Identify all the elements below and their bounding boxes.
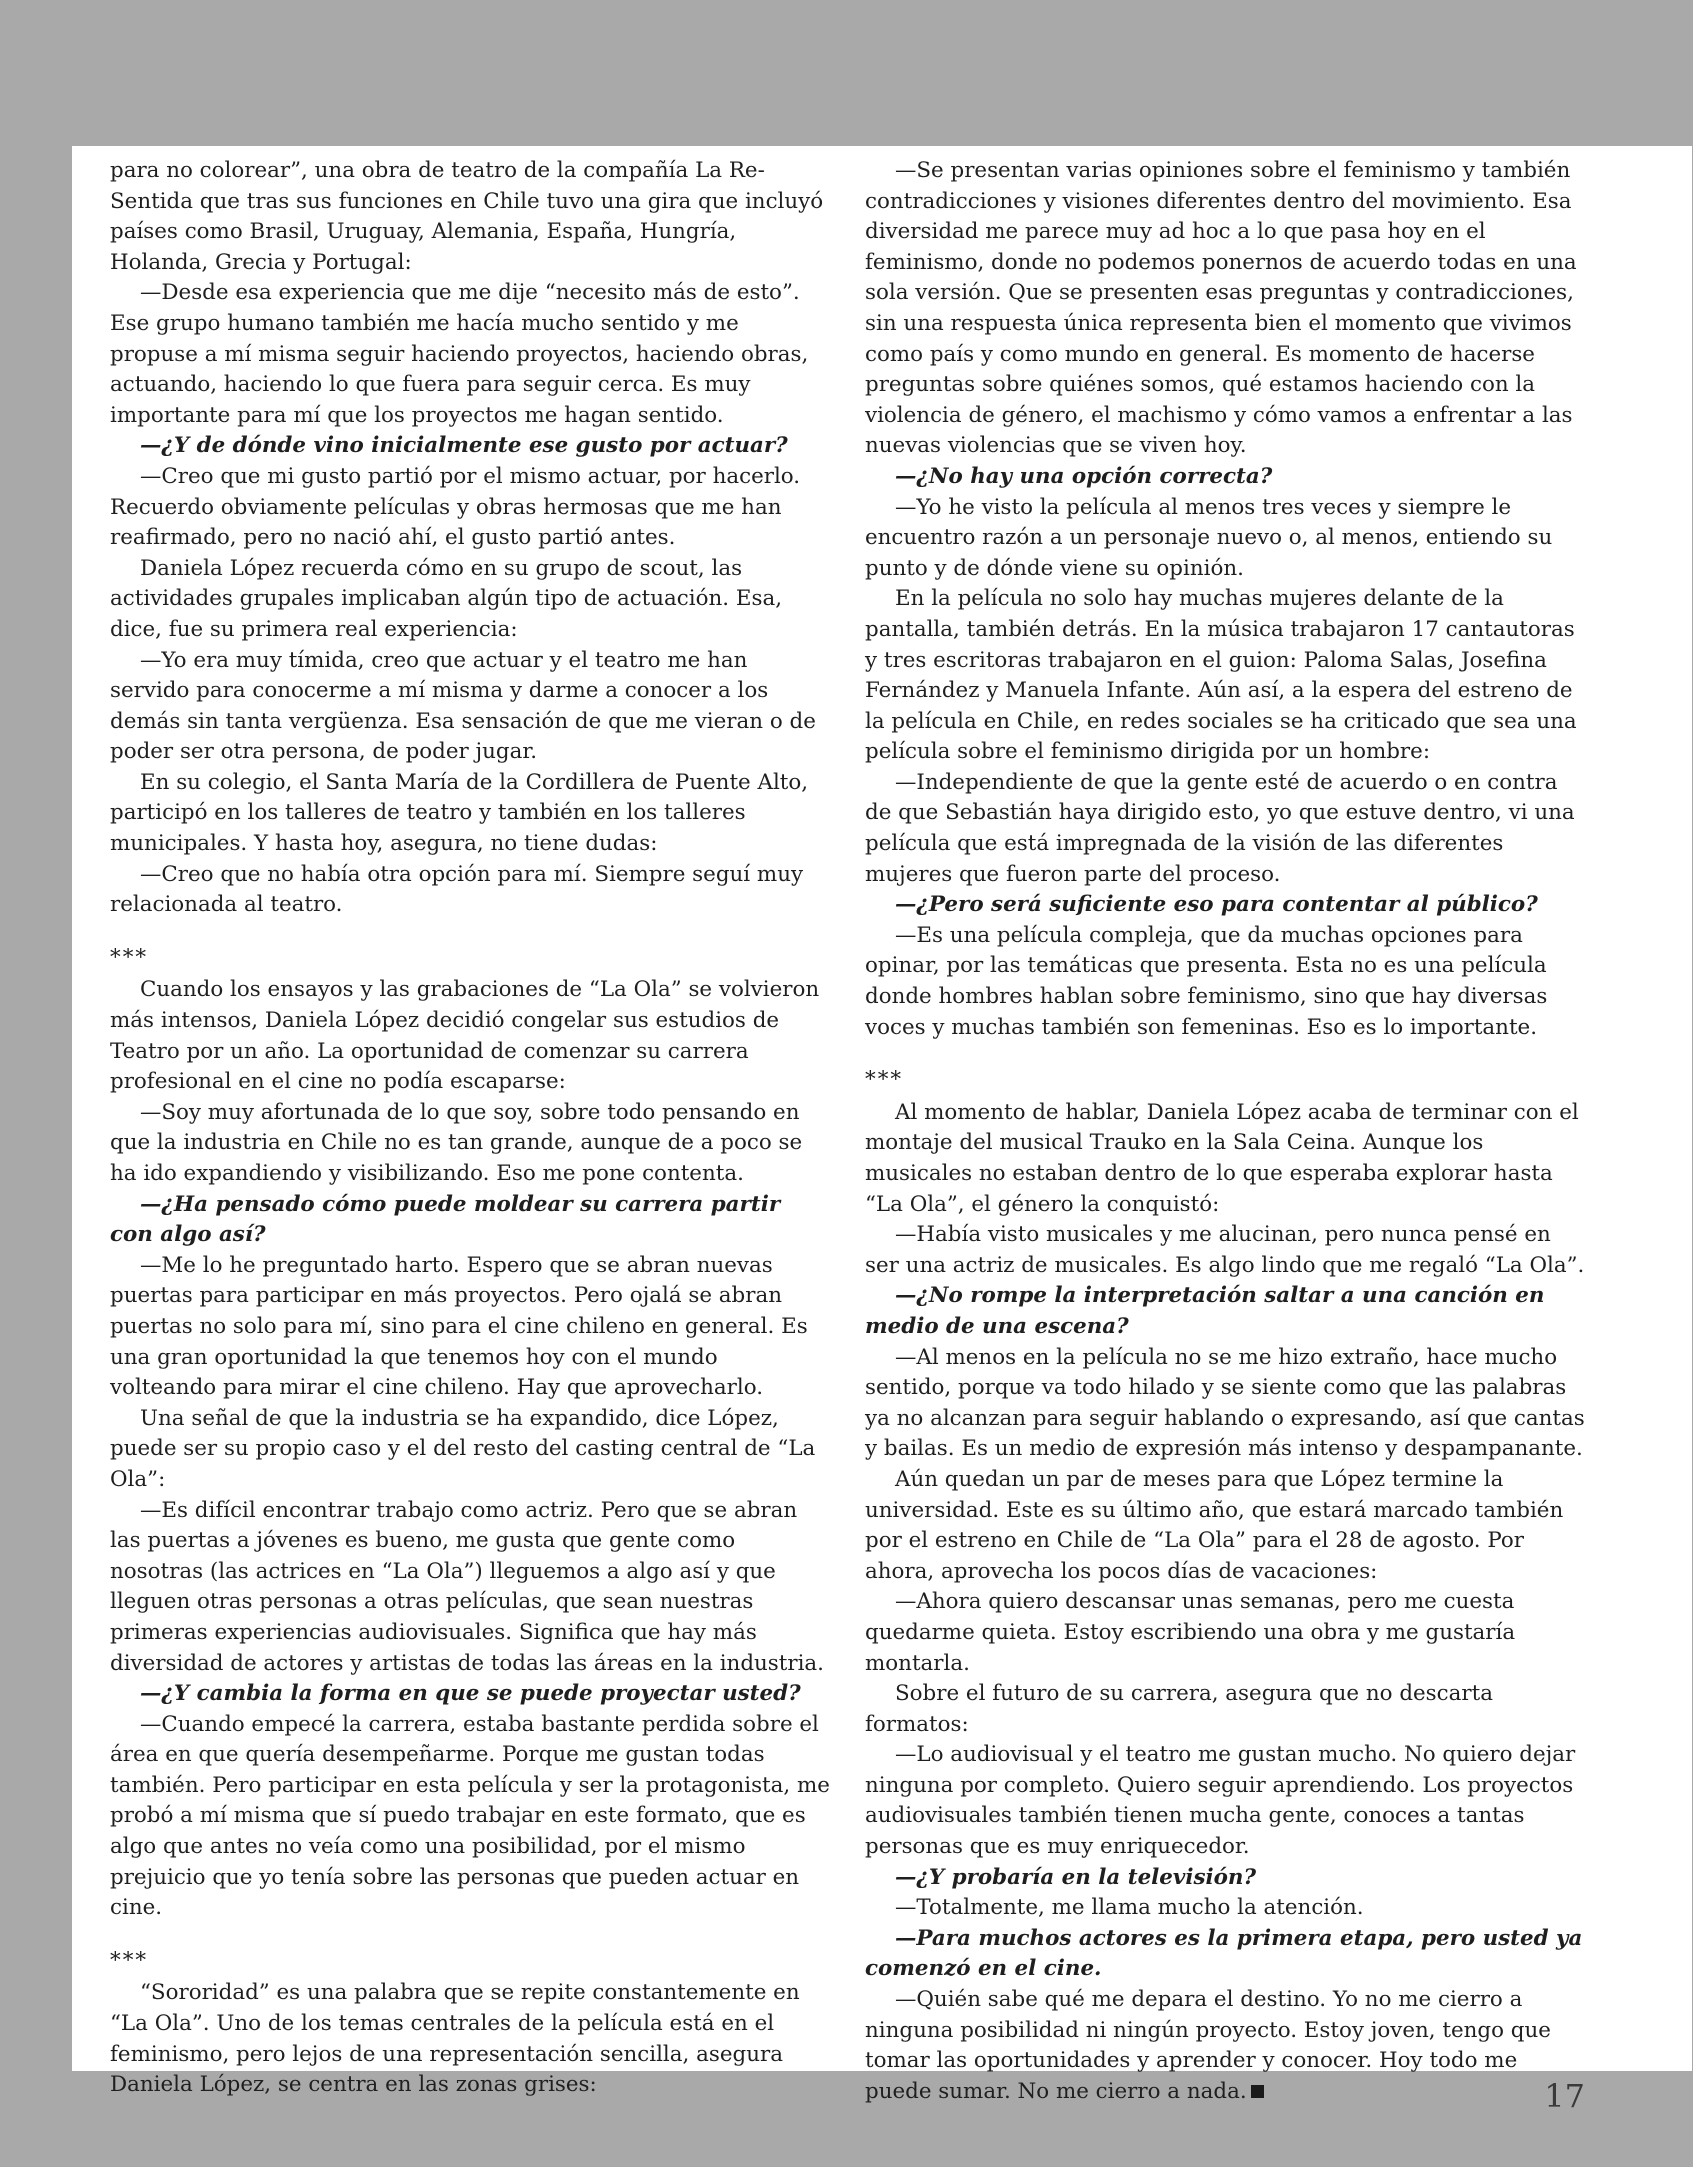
paragraph: para no colorear”, una obra de teatro de la compañía La Re-Sentida que tras sus funciones en Chile tuvo una gira que incluyó países como Brasil, Uruguay, Alemania, España, Hungría, Holanda, Grecia y Portugal: (110, 158, 824, 275)
interview-question: —¿Y cambia la forma en que se puede proyectar usted? (140, 1681, 801, 1707)
paragraph: —Es difícil encontrar trabajo como actriz. Pero que se abran las puertas a jóvenes es bueno, me gusta que gente como nosotras (las actrices en “La Ola”) lleguemos a algo así y que lleguen otras personas a otras películas, que sean nuestras primeras experiencias audiovisuales. Significa que hay más diversidad de actores y artistas de todas las áreas en la industria. (110, 1497, 824, 1676)
paragraph: Una señal de que la industria se ha expandido, dice López, puede ser su propio caso y el del resto del casting central de “La Ola”: (110, 1405, 816, 1492)
paragraph: Sobre el futuro de su carrera, asegura que no descarta formatos: (865, 1681, 1493, 1737)
interview-question: —¿Pero será suficiente eso para contentar al público? (895, 892, 1538, 918)
paragraph: —Había visto musicales y me alucinan, pero nunca pensé en ser una actriz de musicales. Es algo lindo que me regaló “La Ola”. (865, 1222, 1585, 1278)
paragraph: En la película no solo hay muchas mujeres delante de la pantalla, también detrás. En la música trabajaron 17 cantautoras y tres escritoras trabajaron en el guion: Paloma Salas, Josefina Fernández y Manuela Infante. Aún así, a la espera del estreno de la película en Chile, en redes sociales se ha criticado que sea una película sobre el feminismo dirigida por un hombre: (865, 586, 1577, 765)
left-column (110, 156, 830, 2101)
paragraph: Cuando los ensayos y las grabaciones de “La Ola” se volvieron más intensos, Daniela López decidió congelar sus estudios de Teatro por un año. La oportunidad de comenzar su carrera profesional en el cine no podía escaparse: (110, 977, 820, 1095)
paragraph: “Sororidad” es una palabra que se repite constantemente en “La Ola”. Uno de los temas centrales de la película está en el feminismo, pero lejos de una representación sencilla, asegura Daniela López, se centra en las zonas grises: (110, 1980, 800, 2098)
interview-question: —¿No hay una opción correcta? (895, 463, 1273, 489)
paragraph: Daniela López recuerda cómo en su grupo de scout, las actividades grupales implicaban algún tipo de actuación. Esa, dice, fue su primera real experiencia: (110, 555, 783, 642)
paragraph: —Independiente de que la gente esté de acuerdo o en contra de que Sebastián haya dirigido esto, yo que estuve dentro, vi una película que está impregnada de la visión de las diferentes mujeres que fueron parte del proceso. (865, 769, 1575, 887)
section-separator: *** (865, 1067, 904, 1093)
paragraph: —Es una película compleja, que da muchas opciones para opinar, por las temáticas que presenta. Esta no es una película donde hombres hablan sobre feminismo, sino que hay diversas voces y muchas también son femeninas. Eso es lo importante. (865, 922, 1548, 1040)
interview-question: —¿Ha pensado cómo puede moldear su carrera partir con algo así? (110, 1191, 781, 1248)
end-mark-icon (1251, 2085, 1264, 2098)
paragraph: —Se presentan varias opiniones sobre el feminismo y también contradicciones y visiones diferentes dentro del movimiento. Esa diversidad me parece muy ad hoc a lo que pasa hoy en el feminismo, donde no podemos ponernos de acuerdo todas en una sola versión. Que se presenten esas preguntas y contradicciones, sin una respuesta única representa bien el momento que vivimos como país y como mundo en general. Es momento de hacerse preguntas sobre quiénes somos, qué estamos haciendo con la violencia de género, el machismo y cómo vamos a enfrentar a las nuevas violencias que se viven hoy. (865, 158, 1577, 459)
paragraph: —Al menos en la película no se me hizo extraño, hace mucho sentido, porque va todo hilado y se siente como que las palabras ya no alcanzan para seguir hablando o expresando, así que cantas y bailas. Es un medio de expresión más intenso y despampanante. (865, 1344, 1585, 1462)
section-separator: *** (110, 944, 149, 970)
paragraph: En su colegio, el Santa María de la Cordillera de Puente Alto, participó en los talleres de teatro y también en los talleres municipales. Y hasta hoy, asegura, no tiene dudas: (110, 769, 809, 857)
paragraph: —Yo he visto la película al menos tres veces y siempre le encuentro razón a un personaje nuevo o, al menos, entiendo su punto y de dónde viene su opinión. (865, 494, 1553, 581)
paragraph: —Soy muy afortunada de lo que soy, sobre todo pensando en que la industria en Chile no es tan grande, aunque de a poco se ha ido expandiendo y visibilizando. Eso me pone contenta. (110, 1099, 803, 1186)
magazine-page (72, 146, 1692, 2104)
paragraph: —Quién sabe qué me depara el destino. Yo no me cierro a ninguna posibilidad ni ningún proyecto. Estoy joven, tengo que tomar las oportunidades y aprender y conocer. Hoy todo me puede sumar. No me cierro a nada. (865, 1987, 1551, 2104)
paragraph: —Lo audiovisual y el teatro me gustan mucho. No quiero dejar ninguna por completo. Quiero seguir aprendiendo. Los proyectos audiovisuales también tienen mucha gente, conoces a tantas personas que es muy enriquecedor. (865, 1742, 1576, 1860)
paragraph: Al momento de hablar, Daniela López acaba de terminar con el montaje del musical Trauko en la Sala Ceina. Aunque los musicales no estaban dentro de lo que esperaba explorar hasta “La Ola”, el género la conquistó: (865, 1099, 1579, 1217)
paragraph: —Yo era muy tímida, creo que actuar y el teatro me han servido para conocerme a mí misma y darme a conocer a los demás sin tanta vergüenza. Esa sensación de que me vieran o de poder ser otra persona, de poder jugar. (110, 647, 816, 765)
paragraph: —Creo que no había otra opción para mí. Siempre seguí muy relacionada al teatro. (110, 861, 804, 918)
section-separator: *** (110, 1947, 149, 1973)
paragraph: —Cuando empecé la carrera, estaba bastante perdida sobre el área en que quería desempeñarme. Porque me gustan todas también. Pero participar en esta película y ser la protagonista, me probó a mí misma que sí puedo trabajar en este formato, que es algo que antes no veía como una posibilidad, por el mismo prejuicio que yo tenía sobre las personas que pueden actuar en cine. (110, 1711, 830, 1921)
paragraph: —Ahora quiero descansar unas semanas, pero me cuesta quedarme quieta. Estoy escribiendo una obra y me gustaría montarla. (865, 1589, 1516, 1676)
paragraph: —Desde esa experiencia que me dije “necesito más de esto”. Ese grupo humano también me hacía mucho sentido y me propuse a mí misma seguir haciendo proyectos, haciendo obras, actuando, haciendo lo que fuera para seguir cerca. Es muy importante para mí que los proyectos me hagan sentido. (110, 280, 809, 428)
paragraph: —Totalmente, me llama mucho la atención. (895, 1895, 1364, 1921)
paragraph: —Me lo he preguntado harto. Espero que se abran nuevas puertas para participar en más proyectos. Pero ojalá se abran puertas no solo para mí, sino para el cine chileno en general. Es una gran oportunidad la que tenemos hoy con el mundo volteando para mirar el cine chileno. Hay que aprovecharlo. (110, 1252, 808, 1401)
interview-question: —Para muchos actores es la primera etapa, pero usted ya comenzó en el cine. (865, 1925, 1583, 1982)
interview-question: —¿Y probaría en la televisión? (895, 1864, 1256, 1890)
interview-question: —¿Y de dónde vino inicialmente ese gusto por actuar? (140, 433, 788, 459)
right-column (865, 156, 1585, 2107)
interview-question: —¿No rompe la interpretación saltar a una canción en medio de una escena? (865, 1283, 1545, 1339)
paragraph: Aún quedan un par de meses para que López termine la universidad. Este es su último año, que estará marcado también por el estreno en Chile de “La Ola” para el 28 de agosto. Por ahora, aprovecha los pocos días de vacaciones: (865, 1466, 1564, 1584)
paragraph: —Creo que mi gusto partió por el mismo actuar, por hacerlo. Recuerdo obviamente películas y obras hermosas que me han reafirmado, pero no nació ahí, el gusto partió antes. (110, 463, 801, 551)
page-number: 17 (1544, 2077, 1585, 2115)
